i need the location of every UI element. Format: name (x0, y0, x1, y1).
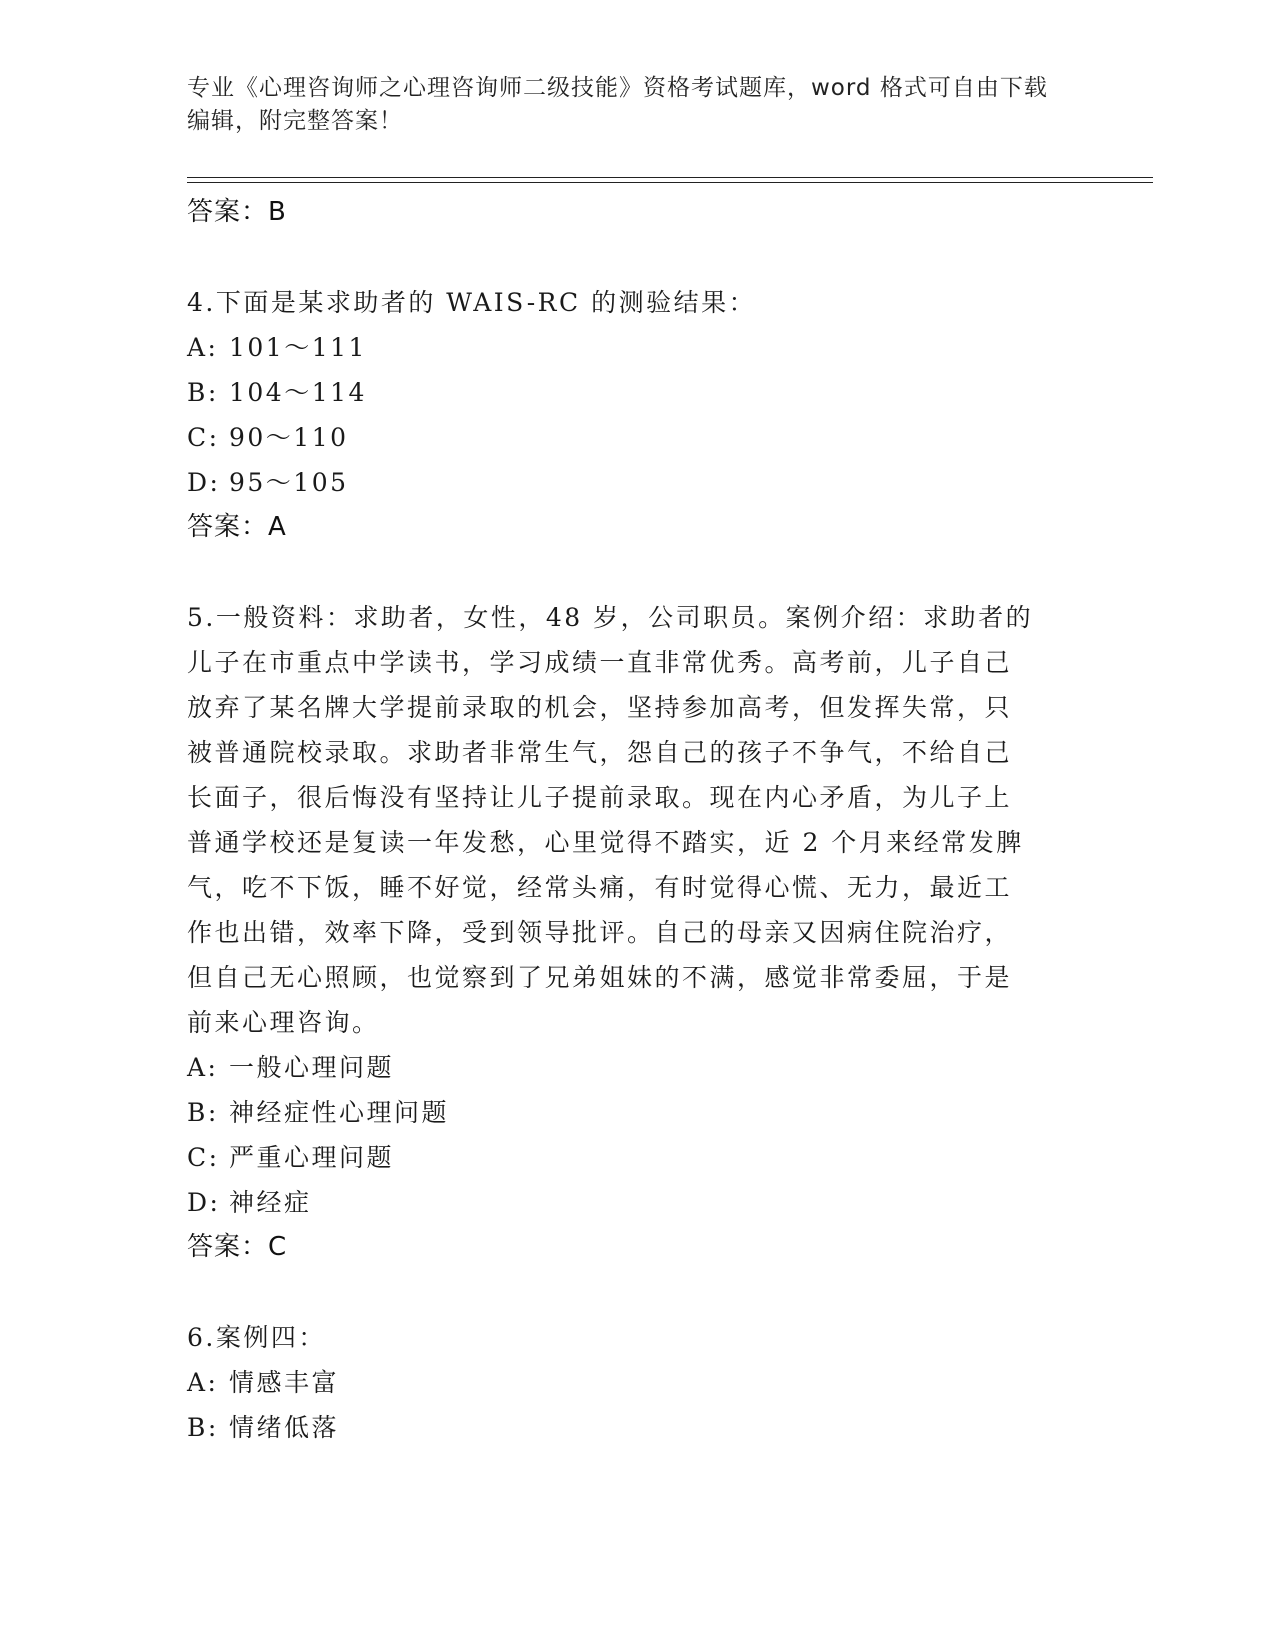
question-6 (187, 1315, 1067, 1450)
question-stem-line: 被普通院校录取。求助者非常生气，怨自己的孩子不争气，不给自己 (187, 738, 1013, 767)
spacer (187, 235, 1067, 280)
option-a (187, 1045, 1067, 1090)
question-stem-line: 放弃了某名牌大学提前录取的机会，坚持参加高考，但发挥失常，只 (187, 693, 1013, 722)
question-stem-line: 气，吃不下饭，睡不好觉，经常头痛，有时觉得心慌、无力，最近工 (187, 873, 1013, 902)
option-letter: C: (187, 1143, 220, 1172)
question-stem-line: 4.下面是某求助者的 WAIS-RC 的测验结果： (187, 288, 757, 317)
option-letter: D: (187, 468, 221, 497)
document-header (187, 72, 1067, 138)
option-letter: D: (187, 1188, 221, 1217)
header-line-2: 编辑，附完整答案！ (187, 108, 403, 134)
option-letter: A: (187, 1053, 219, 1082)
question-4 (187, 280, 1067, 550)
option-text: 104～114 (229, 378, 367, 407)
header-line-1: 专业《心理咨询师之心理咨询师二级技能》资格考试题库，word 格式可自由下载 (187, 75, 1048, 101)
header-divider-top (187, 177, 1153, 178)
option-text: 情感丰富 (229, 1368, 340, 1397)
question-list (187, 190, 1067, 1450)
option-a (187, 1360, 1067, 1405)
question-stem-line: 6.案例四： (187, 1323, 326, 1352)
header-divider-bottom (187, 182, 1153, 183)
option-text: 情绪低落 (229, 1413, 340, 1442)
option-letter: A: (187, 1368, 219, 1397)
option-b (187, 1090, 1067, 1135)
option-text: 95～105 (229, 468, 349, 497)
answer-line: 答案：A (187, 512, 287, 542)
question-stem-line: 5.一般资料：求助者，女性，48 岁，公司职员。案例介绍：求助者的 (187, 603, 1034, 632)
option-a (187, 325, 1067, 370)
option-b (187, 1405, 1067, 1450)
question-stem-line: 前来心理咨询。 (187, 1008, 380, 1037)
option-b (187, 370, 1067, 415)
option-c (187, 1135, 1067, 1180)
option-letter: B: (187, 378, 219, 407)
option-text: 严重心理问题 (229, 1143, 395, 1172)
option-c (187, 415, 1067, 460)
option-text: 神经症性心理问题 (229, 1098, 450, 1127)
option-letter: B: (187, 1413, 219, 1442)
option-d (187, 1180, 1067, 1225)
previous-answer: 答案：B (187, 197, 287, 227)
option-text: 90～110 (229, 423, 349, 452)
option-letter: A: (187, 333, 219, 362)
question-5 (187, 595, 1067, 1270)
option-d (187, 460, 1067, 505)
question-stem-line: 但自己无心照顾，也觉察到了兄弟姐妹的不满，感觉非常委屈，于是 (187, 963, 1013, 992)
question-stem-line: 普通学校还是复读一年发愁，心里觉得不踏实，近 2 个月来经常发脾 (187, 828, 1024, 857)
option-letter: C: (187, 423, 220, 452)
spacer (187, 1270, 1067, 1315)
option-letter: B: (187, 1098, 219, 1127)
option-text: 神经症 (229, 1188, 312, 1217)
option-text: 一般心理问题 (229, 1053, 395, 1082)
question-stem-line: 作也出错，效率下降，受到领导批评。自己的母亲又因病住院治疗， (187, 918, 1013, 947)
question-stem-line: 长面子，很后悔没有坚持让儿子提前录取。现在内心矛盾，为儿子上 (187, 783, 1013, 812)
question-stem (187, 595, 1067, 1045)
question-stem-line: 儿子在市重点中学读书，学习成绩一直非常优秀。高考前，儿子自己 (187, 648, 1013, 677)
spacer (187, 550, 1067, 595)
answer-line: 答案：C (187, 1232, 288, 1262)
option-text: 101～111 (229, 333, 367, 362)
